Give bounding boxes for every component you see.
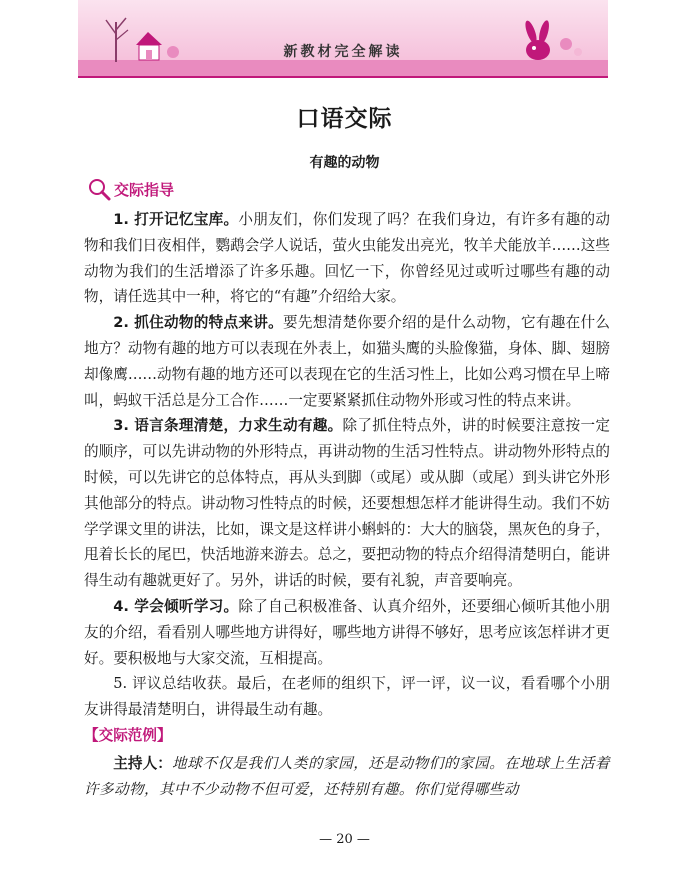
example-text: 地球不仅是我们人类的家园，还是动物们的家园。在地球上生活着许多动物，其中不少动物不但可爱，还特别有趣。你们觉得哪些动 [84, 754, 610, 798]
guide-heading-label: 交际指导 [114, 180, 175, 199]
example-heading-label: 【交际范例】 [84, 726, 172, 744]
paragraph-lead: 4. 学会倾听学习。 [113, 597, 239, 615]
paragraph-text: 小朋友们，你们发现了吗？在我们身边，有许多有趣的动物和我们日夜相伴，鹦鹉会学人说话，萤火虫能发出亮光，牧羊犬能放羊……这些动物为我们的生活增添了许多乐趣。回忆一下，你曾经见过或听过哪些有趣的动物，请任选其中一种，将它的“有趣”介绍给大家。 [84, 211, 610, 306]
paragraph [84, 671, 610, 723]
example-paragraph [84, 751, 610, 803]
article-body [84, 207, 610, 802]
paragraph [84, 207, 610, 310]
paragraph-text: 5. 评议总结收获。最后，在老师的组织下，评一评，议一议，看看哪个小朋友讲得最清楚明白，讲得最生动有趣。 [84, 675, 610, 719]
page-title: 口语交际 [296, 105, 393, 132]
paragraph-lead: 3. 语言条理清楚，力求生动有趣。 [113, 417, 343, 435]
paragraph-lead: 1. 打开记忆宝库。 [113, 211, 239, 228]
page-number: — 20 — [319, 832, 370, 847]
paragraph-text: 除了自己积极准备、认真介绍外，还要细心倾听其他小朋友的介绍，看看别人哪些地方讲得好，哪些地方讲得不够好，思考应该怎样讲才更好。要积极地与大家交流，互相提高。 [84, 597, 610, 667]
paragraph-text: 要先想清楚你要介绍的是什么动物，它有趣在什么地方？动物有趣的地方可以表现在外表上，如猫头鹰的头脸像猫，身体、脚、翅膀却像鹰……动物有趣的地方还可以表现在它的生活习性上，比如公鸡习惯在早上啼叫，蚂蚁干活总是分工合作……一定要紧紧抓住动物外形或习性的特点来讲。 [84, 314, 610, 409]
header-banner [78, 0, 608, 90]
paragraph-text: 除了抓住特点外，讲的时候要注意按一定的顺序，可以先讲动物的外形特点，再讲动物的生活习性特点。讲动物外形特点的时候，可以先讲它的总体特点，再从头到脚（或尾）或从脚（或尾）到头讲它外形其他部分的特点。讲动物习性特点的时候，还要想想怎样才能讲得生动。我们不妨学学课文里的讲法，比如，课文是这样讲小蝌蚪的：大大的脑袋，黑灰色的身子，甩着长长的尾巴，快活地游来游去。总之，要把动物的特点介绍得清楚明白，能讲得生动有趣就更好了。另外，讲话的时候，要有礼貌，声音要响亮。 [84, 417, 610, 590]
paragraph [84, 594, 610, 671]
paragraph [84, 310, 610, 413]
banner-title: 新教材完全解读 [283, 44, 403, 60]
section-subtitle: 有趣的动物 [309, 155, 380, 171]
example-heading [84, 723, 610, 749]
paragraph [84, 413, 610, 594]
speaker-label: 主持人： [113, 754, 173, 772]
paragraph-lead: 2. 抓住动物的特点来讲。 [113, 314, 284, 332]
guide-heading [86, 176, 174, 202]
magnifier-icon [86, 176, 112, 202]
